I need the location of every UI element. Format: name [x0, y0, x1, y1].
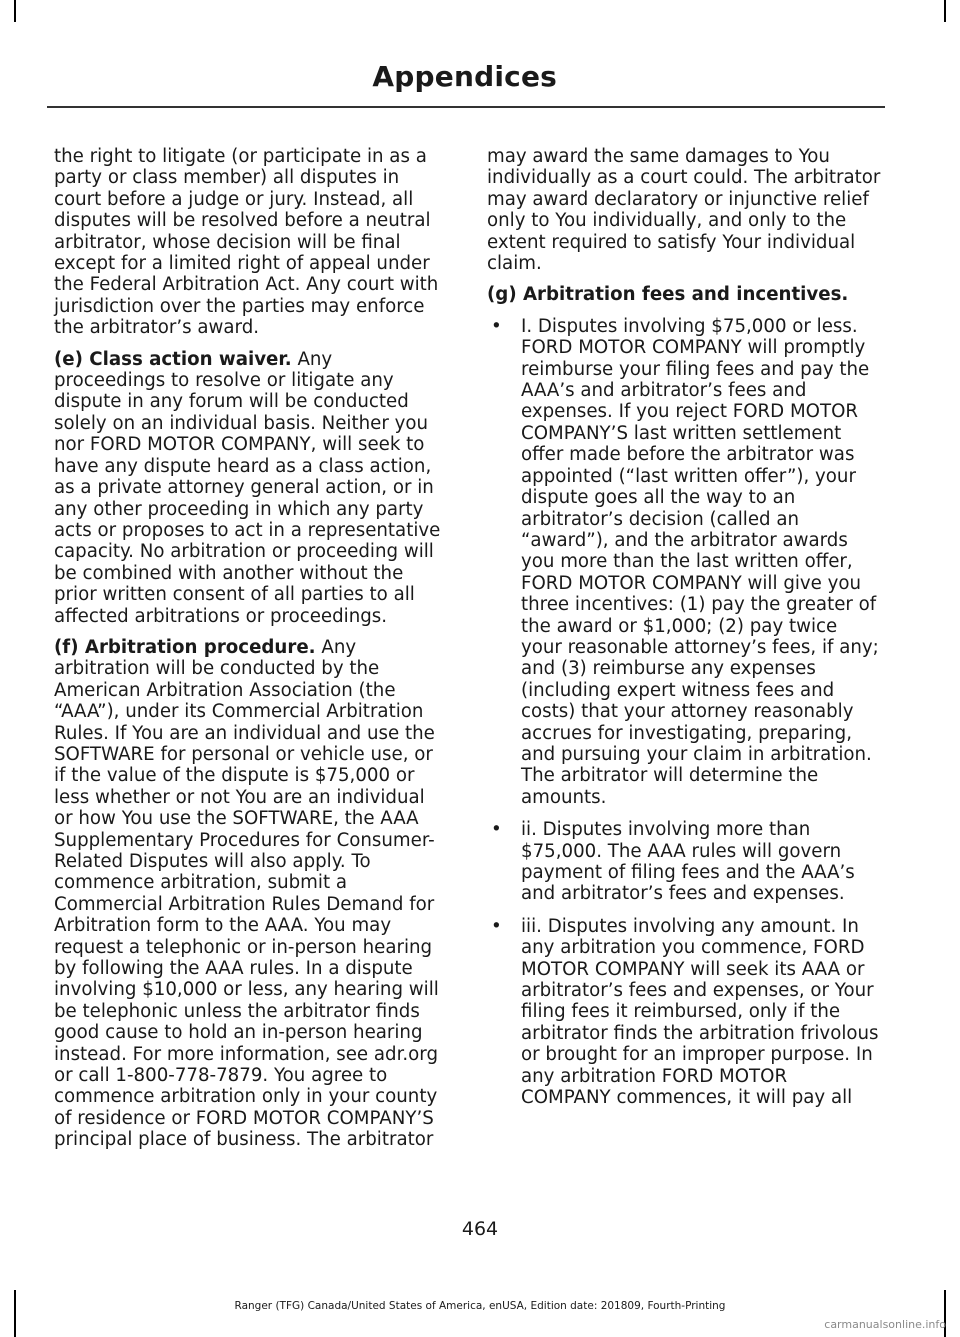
list-item: • iii. Disputes involving any amount. In any arbitration you commence, FORD MOTOR COMPANY will seek its AAA or arbitrator’s fees and expenses, or Your filing fees it reimbursed, only if the arbitrator finds the arbitration frivolous or brought for an improper purpose. In any arbitration FORD MOTOR COMPANY commences, it will pay all [491, 915, 879, 1109]
bullet-icon: • [491, 915, 502, 937]
right-column [487, 146, 882, 1119]
bullet-icon: • [491, 819, 502, 841]
bullet-icon: • [491, 315, 502, 337]
paragraph-arbitration-procedure [54, 637, 449, 1151]
section-body: Any arbitration will be conducted by the American Arbitration Association (the “AAA”), under its Commercial Arbitration Rules. If You are an individual and use the SOFTWARE for personal or vehicle use, or if the value of the dispute is $75,000 or less whether or not You are an individual or how You use the SOFTWARE, the AAA Supplementary Procedures for Consumer-Related Disputes will also apply. To commence arbitration, submit a Commercial Arbitration Rules Demand for Arbitration form to the AAA. You may request a telephonic or in-person hearing by following the AAA rules. In a dispute involving $10,000 or less, any hearing will be telephonic unless the arbitrator finds good cause to hold an in-person hearing instead. For more information, see adr.org or call 1-800-778-7879. You agree to commence arbitration only in your county of residence or FORD MOTOR COMPANY’S principal place of business. The arbitrator [54, 636, 439, 1151]
section-heading: (e) Class action waiver. [54, 348, 292, 370]
section-body: Any proceedings to resolve or litigate any dispute in any forum will be conducted solely on an individual basis. Neither you nor FORD MOTOR COMPANY, will seek to have any dispute heard as a class action, as a private attorney general action, or in any other proceeding in which any party acts or proposes to act in a representative capacity. No arbitration or proceeding will be combined with another without the prior written consent of all parties to all affected arbitrations or proceedings. [54, 348, 441, 627]
paragraph-class-action [54, 349, 449, 627]
page-number: 464 [461, 1218, 499, 1240]
list-item: • ii. Disputes involving more than $75,000. The AAA rules will govern payment of filing fees and the AAA’s and arbitrator’s fees and expenses. [491, 819, 855, 905]
paragraph: the right to litigate (or participate in as a party or class member) all disputes in court before a judge or jury. Instead, all disputes will be resolved before a neutral arbitrator, whose decision will be final except for a limited right of appeal under the Federal Arbitration Act. Any court with jurisdiction over the parties may enforce the arbitrator’s award. [54, 146, 439, 339]
paragraph: may award the same damages to You individually as a court could. The arbitrator may award declaratory or injunctive relief only to You individually, and only to the extent required to satisfy Your individual claim. [487, 146, 881, 275]
footer-edition-info: Ranger (TFG) Canada/United States of America, enUSA, Edition date: 201809, Fourth-Printing [234, 1300, 726, 1312]
crop-mark-top-right [944, 0, 946, 22]
section-heading: (g) Arbitration fees and incentives. [487, 284, 849, 306]
header-divider [47, 106, 885, 108]
page-title: Appendices [372, 60, 557, 93]
left-column [54, 146, 449, 1161]
crop-mark-bottom-left [14, 1290, 16, 1337]
section-heading: (f) Arbitration procedure. [54, 636, 316, 658]
bullet-list [487, 316, 882, 1109]
crop-mark-top-left [14, 0, 16, 22]
list-item: • I. Disputes involving $75,000 or less. FORD MOTOR COMPANY will promptly reimburse your filing fees and pay the AAA’s and arbitrator’s fees and expenses. If you reject FORD MOTOR COMPANY’S last written settlement offer made before the arbitrator was appointed (“last written offer”), your dispute goes all the way to an arbitrator’s decision (called an “award”), and the arbitrator awards you more than the last written offer, FORD MOTOR COMPANY will give you three incentives: (1) pay the greater of the award or $1,000; (2) pay twice your reasonable attorney’s fees, if any; and (3) reimburse any expenses (including expert witness fees and costs) that your attorney reasonably accrues for investigating, preparing, and pursuing your claim in arbitration. The arbitrator will determine the amounts. [491, 315, 879, 808]
watermark[interactable]: carmanualsonline.info [824, 1318, 946, 1331]
